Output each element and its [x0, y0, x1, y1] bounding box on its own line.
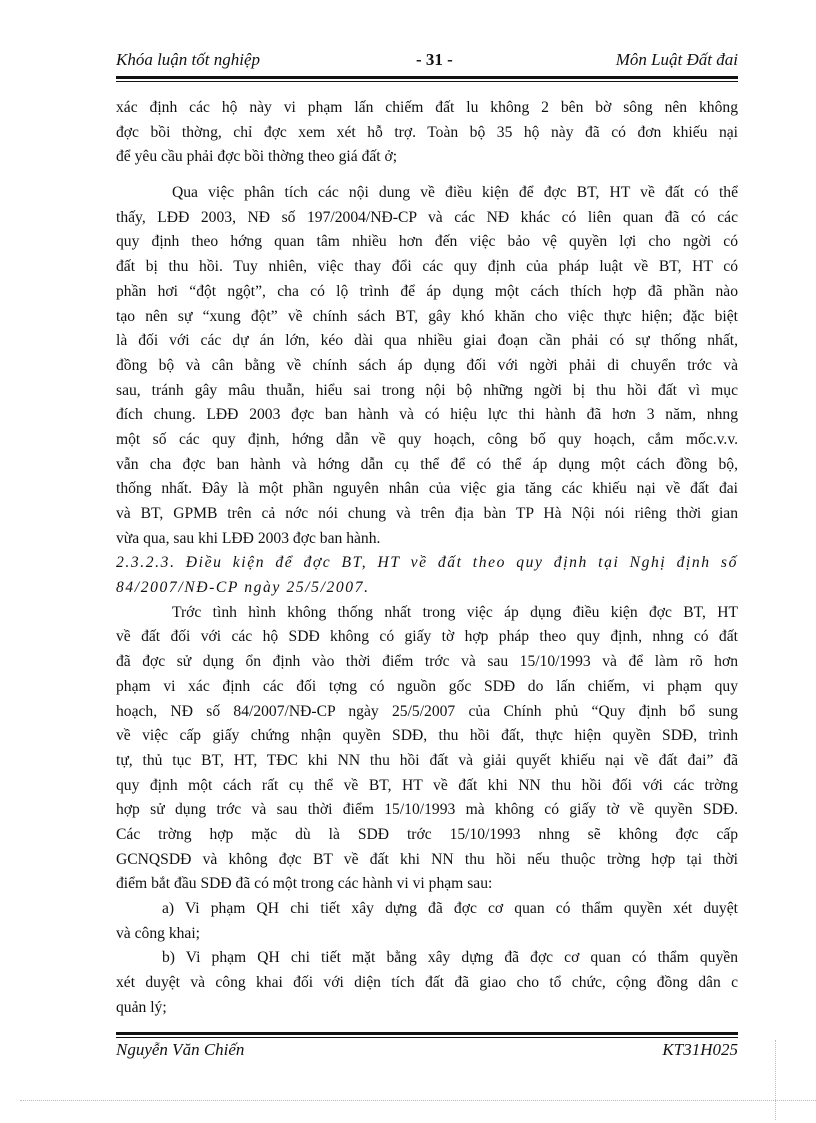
text-line: Các trờng hợp mặc dù là SDĐ trớc 15/10/1993 nhng sẽ không đợc cấp	[116, 825, 738, 843]
page-footer	[116, 1040, 738, 1066]
text-line: b) Vi phạm QH chi tiết mặt bằng xây dựng đã đợc cơ quan có thẩm quyền	[162, 949, 738, 967]
list-item-a	[116, 897, 738, 946]
heading-line: 2.3.2.3. Điều kiện để đợc BT, HT về đất theo quy định tại Nghị định số	[116, 554, 738, 572]
text-line: sau, tránh gây mâu thuẫn, hiểu sai trong nội bộ những ngời bị thu hồi đất vì mục	[116, 381, 738, 399]
text-line: về đất đối với các hộ SDĐ không có giấy tờ hợp pháp theo quy định, nhng có đất	[116, 628, 738, 646]
text-line: tạo nên sự “xung đột” về chính sách BT, gây khó khăn cho việc thực hiện; đặc biệt	[116, 307, 738, 325]
header-subject-label: Môn Luật Đất đai	[615, 50, 738, 69]
text-line: vẫn cha đợc ban hành và hớng dẫn cụ thể để có thể áp dụng một cách đồng bộ,	[116, 455, 738, 473]
text-line: hoạch, NĐ số 84/2007/NĐ-CP ngày 25/5/2007 của Chính phủ “Quy định bổ sung	[116, 702, 738, 720]
footer-class-code: KT31H025	[662, 1040, 738, 1059]
footer-rule-thick	[116, 1032, 738, 1035]
text-line: đất bị thu hồi. Tuy nhiên, việc thay đổi các quy định của pháp luật về BT, HT có	[116, 258, 738, 276]
text-line: về việc cấp giấy chứng nhận quyền SDĐ, thu hồi đất, thực hiện quyền SDĐ, trình	[116, 727, 738, 745]
heading-line: 84/2007/NĐ-CP ngày 25/5/2007.	[116, 579, 370, 597]
header-rule-thin	[116, 81, 738, 82]
text-line: quản lý;	[116, 998, 167, 1016]
text-line: và công khai;	[116, 924, 201, 942]
document-body	[116, 96, 738, 1020]
text-line: xét duyệt và công khai đối với diện tích đất đã giao cho tổ chức, cộng đồng dân c	[116, 974, 738, 992]
text-line: đợc bồi thờng, chỉ đợc xem xét hỗ trợ. Toàn bộ 35 hộ này đã có đơn khiếu nại	[116, 123, 738, 141]
text-line: hợp sử dụng trớc và sau thời điểm 15/10/1993 mà không có giấy tờ về quyền SDĐ.	[116, 801, 738, 819]
paragraph-2	[116, 181, 738, 551]
page-corner-mark-horizontal	[20, 1100, 816, 1101]
section-heading	[116, 551, 738, 600]
footer-author: Nguyễn Văn Chiến	[116, 1040, 245, 1059]
text-line: đã đợc sử dụng ổn định vào thời điểm trớc và sau 15/10/1993 và để làm rõ hơn	[116, 653, 738, 671]
paragraph-3	[116, 601, 738, 897]
page-number: - 31 -	[416, 50, 453, 69]
text-line: đích chung. LĐĐ 2003 đợc ban hành và có hiệu lực thi hành đã hơn 3 năm, nhng	[116, 406, 738, 424]
text-line: phần hơi “đột ngột”, cha có lộ trình để áp dụng một cách thích hợp đã phần nào	[116, 282, 738, 300]
page-corner-mark-vertical	[775, 1040, 776, 1120]
text-line: Qua việc phân tích các nội dung về điều kiện để đợc BT, HT về đất có thể	[172, 184, 738, 202]
text-line: thống nhất. Đây là một phần nguyên nhân của việc gia tăng các khiếu nại về đất đai	[116, 480, 738, 498]
header-thesis-label: Khóa luận tốt nghiệp	[116, 50, 261, 69]
text-line: là đối với các dự án lớn, kéo dài qua nhiều giai đoạn cần phải có sự thống nhất,	[116, 332, 738, 350]
text-line: một số các quy định, hớng dẫn về quy hoạch, công bố quy hoạch, cắm mốc.v.v.	[116, 430, 738, 448]
text-line: và BT, GPMB trên cả nớc nói chung và trên địa bàn TP Hà Nội nói riêng thời gian	[116, 505, 738, 522]
paragraph-1	[116, 96, 738, 170]
text-line: vừa qua, sau khi LĐĐ 2003 đợc ban hành.	[116, 529, 381, 547]
text-line: quy định theo hớng quan tâm nhiều hơn đến việc bảo vệ quyền lợi cho ngời có	[116, 233, 738, 251]
text-line: xác định các hộ này vi phạm lấn chiếm đất lu không 2 bên bờ sông nên không	[116, 99, 738, 116]
list-item-b	[116, 946, 738, 1020]
header-rule-thick	[116, 76, 738, 79]
text-line: đồng bộ và cân bằng về chính sách áp dụng đối với ngời phải di chuyển trớc và	[116, 356, 738, 374]
text-line: GCNQSDĐ và không đợc BT về đất khi NN thu hồi nếu thuộc trờng hợp tại thời	[116, 850, 738, 868]
text-line: thấy, LĐĐ 2003, NĐ số 197/2004/NĐ-CP và các NĐ khác có liên quan đã có các	[116, 208, 738, 226]
text-line: tự, thủ tục BT, HT, TĐC khi NN thu hồi đất và giải quyết khiếu nại về đất đai” đã	[116, 751, 738, 769]
text-line: điểm bắt đầu SDĐ đã có một trong các hành vi vi phạm sau:	[116, 875, 493, 893]
text-line: Trớc tình hình không thống nhất trong việc áp dụng điều kiện đợc BT, HT	[172, 603, 738, 621]
text-line: quy định một cách rất cụ thể về BT, HT về đất khi NN thu hồi đối với các trờng	[116, 776, 738, 794]
text-line: a) Vi phạm QH chi tiết xây dựng đã đợc cơ quan có thẩm quyền xét duyệt	[162, 900, 738, 917]
text-line: phạm vi xác định các đối tợng có nguồn gốc SDĐ do lấn chiếm, vi phạm quy	[116, 677, 738, 695]
page-header	[116, 48, 738, 74]
text-line: để yêu cầu phải đợc bồi thờng theo giá đất ở;	[116, 148, 398, 166]
footer-rule-thin	[116, 1037, 738, 1038]
